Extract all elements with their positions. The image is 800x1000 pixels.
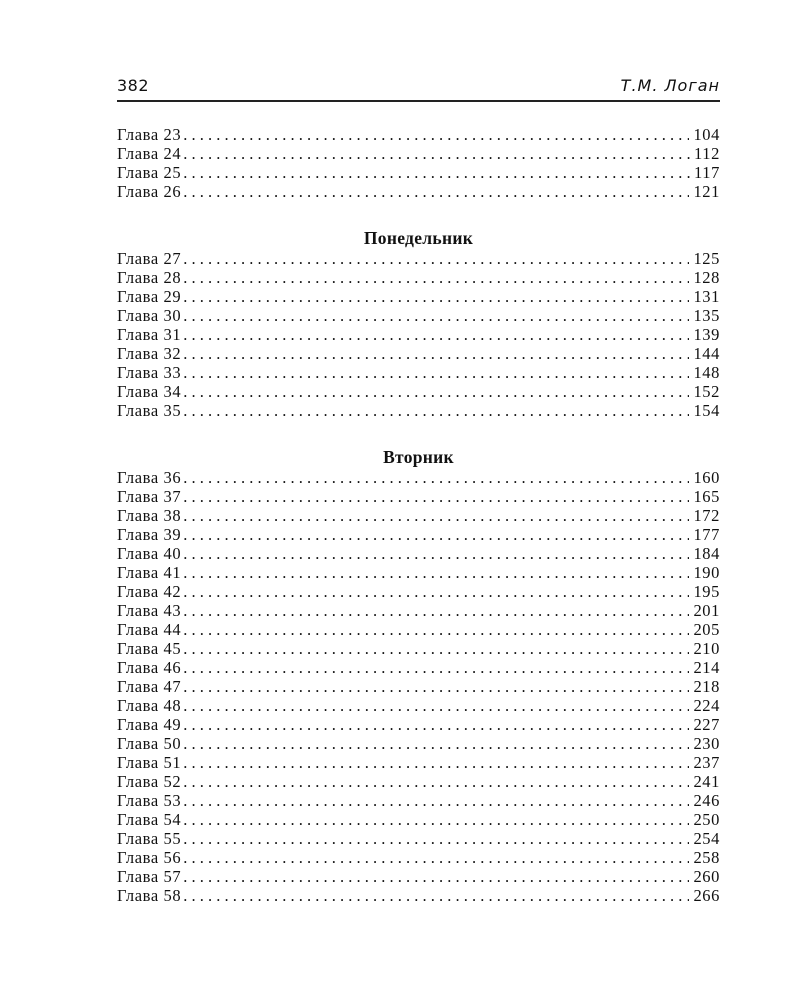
chapter-page-number: 218 (693, 677, 720, 696)
dot-leader (183, 363, 689, 382)
chapter-title: Глава 32 (117, 344, 182, 363)
chapter-title: Глава 34 (117, 382, 182, 401)
toc-entry[interactable] (117, 753, 720, 772)
toc-entry[interactable] (117, 582, 720, 601)
toc-entry[interactable] (117, 401, 720, 420)
chapter-title: Глава 52 (117, 772, 182, 791)
chapter-page-number: 184 (693, 544, 720, 563)
toc-entry[interactable] (117, 363, 720, 382)
chapter-page-number: 195 (693, 582, 720, 601)
chapter-page-number: 214 (693, 658, 720, 677)
toc-entry[interactable] (117, 658, 720, 677)
toc-entry[interactable] (117, 563, 720, 582)
dot-leader (183, 401, 689, 420)
chapter-page-number: 172 (693, 506, 720, 525)
chapter-title: Глава 56 (117, 848, 182, 867)
chapter-title: Глава 39 (117, 525, 182, 544)
dot-leader (183, 715, 689, 734)
dot-leader (183, 125, 689, 144)
chapter-title: Глава 45 (117, 639, 182, 658)
chapter-title: Глава 51 (117, 753, 182, 772)
toc-entry[interactable] (117, 772, 720, 791)
toc-entry[interactable] (117, 810, 720, 829)
chapter-page-number: 205 (693, 620, 720, 639)
toc-entry[interactable] (117, 639, 720, 658)
toc-entry[interactable] (117, 125, 720, 144)
page-number: 382 (117, 76, 150, 95)
toc-entry[interactable] (117, 344, 720, 363)
chapter-title: Глава 37 (117, 487, 182, 506)
section-spacer (117, 420, 720, 446)
toc-entry[interactable] (117, 696, 720, 715)
toc-entry[interactable] (117, 506, 720, 525)
dot-leader (183, 163, 690, 182)
toc-entry[interactable] (117, 287, 720, 306)
toc-entry[interactable] (117, 268, 720, 287)
dot-leader (183, 639, 689, 658)
chapter-title: Глава 57 (117, 867, 182, 886)
toc-entry[interactable] (117, 791, 720, 810)
toc-entry[interactable] (117, 182, 720, 201)
dot-leader (183, 382, 689, 401)
dot-leader (183, 791, 689, 810)
chapter-title: Глава 48 (117, 696, 182, 715)
chapter-page-number: 112 (694, 144, 720, 163)
dot-leader (183, 734, 689, 753)
table-of-contents (117, 125, 720, 905)
dot-leader (183, 601, 689, 620)
dot-leader (183, 810, 689, 829)
toc-entry[interactable] (117, 306, 720, 325)
chapter-title: Глава 46 (117, 658, 182, 677)
chapter-page-number: 148 (693, 363, 720, 382)
chapter-title: Глава 50 (117, 734, 182, 753)
chapter-page-number: 230 (693, 734, 720, 753)
chapter-title: Глава 29 (117, 287, 182, 306)
chapter-title: Глава 53 (117, 791, 182, 810)
dot-leader (183, 867, 689, 886)
chapter-page-number: 254 (693, 829, 720, 848)
dot-leader (183, 582, 689, 601)
dot-leader (183, 249, 689, 268)
dot-leader (183, 677, 689, 696)
chapter-title: Глава 27 (117, 249, 182, 268)
chapter-title: Глава 24 (117, 144, 182, 163)
toc-entry[interactable] (117, 677, 720, 696)
chapter-page-number: 241 (693, 772, 720, 791)
chapter-page-number: 160 (693, 468, 720, 487)
chapter-page-number: 258 (693, 848, 720, 867)
chapter-page-number: 131 (693, 287, 720, 306)
chapter-page-number: 210 (693, 639, 720, 658)
chapter-title: Глава 44 (117, 620, 182, 639)
chapter-page-number: 224 (693, 696, 720, 715)
chapter-page-number: 117 (694, 163, 720, 182)
dot-leader (183, 772, 689, 791)
chapter-title: Глава 54 (117, 810, 182, 829)
chapter-page-number: 144 (693, 344, 720, 363)
chapter-page-number: 237 (693, 753, 720, 772)
chapter-page-number: 152 (693, 382, 720, 401)
toc-entry[interactable] (117, 468, 720, 487)
chapter-title: Глава 58 (117, 886, 182, 905)
dot-leader (183, 144, 690, 163)
chapter-page-number: 128 (693, 268, 720, 287)
toc-entry[interactable] (117, 487, 720, 506)
chapter-page-number: 227 (693, 715, 720, 734)
dot-leader (183, 506, 689, 525)
dot-leader (183, 620, 689, 639)
chapter-title: Глава 47 (117, 677, 182, 696)
chapter-title: Глава 33 (117, 363, 182, 382)
toc-entry[interactable] (117, 829, 720, 848)
chapter-page-number: 266 (693, 886, 720, 905)
dot-leader (183, 658, 689, 677)
toc-entry[interactable] (117, 544, 720, 563)
dot-leader (183, 182, 689, 201)
toc-entry[interactable] (117, 325, 720, 344)
chapter-title: Глава 25 (117, 163, 182, 182)
section-spacer (117, 201, 720, 227)
dot-leader (183, 287, 689, 306)
chapter-title: Глава 31 (117, 325, 182, 344)
chapter-page-number: 246 (693, 791, 720, 810)
dot-leader (183, 753, 689, 772)
chapter-page-number: 139 (693, 325, 720, 344)
chapter-page-number: 190 (693, 563, 720, 582)
chapter-title: Глава 55 (117, 829, 182, 848)
toc-entry[interactable] (117, 382, 720, 401)
chapter-title: Глава 35 (117, 401, 182, 420)
chapter-page-number: 104 (693, 125, 720, 144)
dot-leader (183, 468, 689, 487)
running-head (117, 76, 720, 102)
chapter-title: Глава 42 (117, 582, 182, 601)
chapter-page-number: 260 (693, 867, 720, 886)
chapter-title: Глава 38 (117, 506, 182, 525)
toc-entry[interactable] (117, 886, 720, 905)
chapter-title: Глава 23 (117, 125, 182, 144)
toc-entry[interactable] (117, 525, 720, 544)
dot-leader (183, 306, 689, 325)
dot-leader (183, 829, 689, 848)
dot-leader (183, 848, 689, 867)
chapter-page-number: 165 (693, 487, 720, 506)
chapter-title: Глава 40 (117, 544, 182, 563)
toc-entry[interactable] (117, 620, 720, 639)
toc-entry[interactable] (117, 163, 720, 182)
chapter-page-number: 154 (693, 401, 720, 420)
section-heading: Понедельник (363, 228, 474, 248)
chapter-page-number: 177 (693, 525, 720, 544)
dot-leader (183, 325, 689, 344)
dot-leader (183, 563, 689, 582)
toc-entry[interactable] (117, 734, 720, 753)
dot-leader (183, 696, 689, 715)
chapter-title: Глава 30 (117, 306, 182, 325)
toc-entry[interactable] (117, 715, 720, 734)
chapter-page-number: 125 (693, 249, 720, 268)
toc-entry[interactable] (117, 867, 720, 886)
chapter-page-number: 135 (693, 306, 720, 325)
dot-leader (183, 487, 689, 506)
chapter-title: Глава 41 (117, 563, 182, 582)
author-name: Т.М. Логан (620, 76, 720, 95)
dot-leader (183, 886, 689, 905)
section-heading: Вторник (383, 447, 454, 467)
dot-leader (183, 544, 689, 563)
chapter-page-number: 250 (693, 810, 720, 829)
chapter-page-number: 121 (693, 182, 720, 201)
chapter-title: Глава 49 (117, 715, 182, 734)
dot-leader (183, 344, 689, 363)
chapter-title: Глава 36 (117, 468, 182, 487)
toc-entry[interactable] (117, 601, 720, 620)
toc-entry[interactable] (117, 249, 720, 268)
chapter-title: Глава 28 (117, 268, 182, 287)
dot-leader (183, 525, 689, 544)
toc-entry[interactable] (117, 144, 720, 163)
chapter-page-number: 201 (693, 601, 720, 620)
chapter-title: Глава 26 (117, 182, 182, 201)
dot-leader (183, 268, 689, 287)
toc-entry[interactable] (117, 848, 720, 867)
chapter-title: Глава 43 (117, 601, 182, 620)
